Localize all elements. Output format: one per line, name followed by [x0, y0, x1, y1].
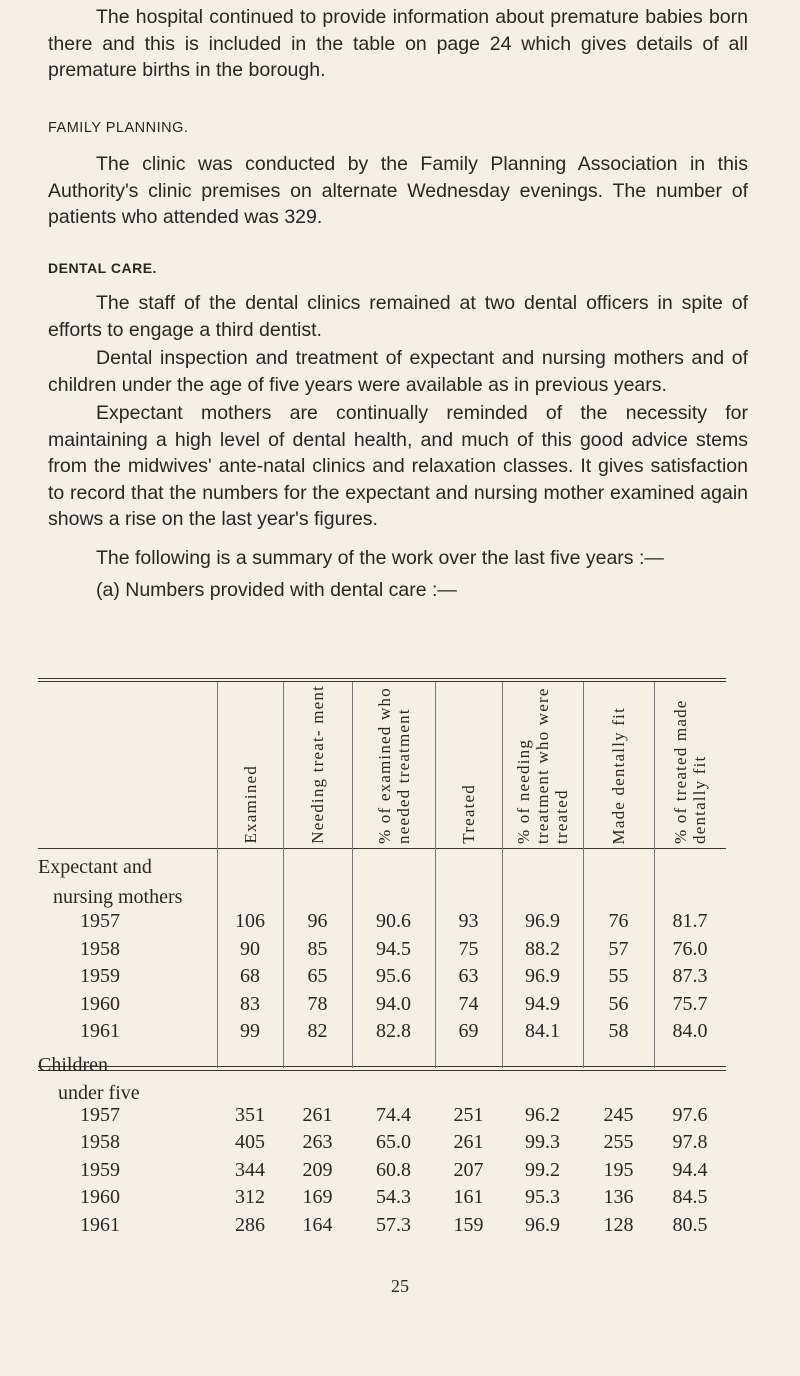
column-header-label: Treated [459, 784, 478, 844]
table-cell: 351 [235, 1103, 265, 1126]
table-row [38, 1020, 726, 1047]
table-cell: 94.5 [376, 937, 411, 960]
table-cell: 81.7 [672, 910, 708, 932]
table-cell: 87.3 [672, 965, 708, 987]
table-row [38, 965, 726, 992]
dental-care-table [38, 678, 726, 1236]
table-row [38, 1214, 726, 1241]
row-year: 1961 [80, 1020, 120, 1042]
table-cell: 83 [240, 992, 260, 1015]
table-cell: 99 [240, 1020, 260, 1042]
table-cell: 195 [603, 1158, 634, 1181]
column-header [583, 682, 654, 844]
table-cell: 97.8 [672, 1131, 708, 1153]
table-cell: 95.3 [525, 1186, 560, 1208]
table-cell: 63 [458, 965, 479, 987]
column-header-label: % of examined who needed treatment [374, 687, 413, 844]
table-cell: 94.4 [672, 1158, 708, 1181]
table-cell: 88.2 [525, 937, 560, 960]
column-header-label: % of needing treatment who were treated [514, 687, 571, 844]
table-cell: 97.6 [672, 1103, 708, 1126]
table-cell: 65.0 [376, 1131, 411, 1153]
table-cell: 106 [235, 910, 265, 932]
table-cell: 255 [603, 1131, 634, 1153]
table-cell: 76 [608, 910, 629, 932]
table-cell: 94.9 [525, 992, 560, 1015]
table-row [38, 1131, 726, 1158]
table-cell: 286 [235, 1213, 265, 1236]
table-cell: 96 [307, 910, 328, 932]
column-header [502, 682, 583, 844]
table-cell: 76.0 [672, 937, 708, 960]
table-cell: 82.8 [376, 1020, 411, 1042]
table-cell: 159 [453, 1213, 484, 1236]
column-header [435, 682, 502, 844]
table-cell: 85 [307, 937, 328, 960]
table-row [38, 910, 726, 937]
column-header-label: % of treated made dentally fit [671, 699, 709, 844]
row-year: 1960 [80, 992, 120, 1015]
table-cell: 164 [302, 1213, 333, 1236]
intro-text: The hospital continued to provide information about premature babies born there and this is included in the table on page 24 which gives details of all premature births in the borough. [48, 6, 748, 81]
table-cell: 94.0 [376, 992, 411, 1015]
row-year: 1959 [80, 1158, 120, 1181]
table-cell: 55 [608, 965, 629, 987]
table-cell: 90 [240, 937, 260, 960]
table-cell: 84.1 [525, 1020, 560, 1042]
column-header [654, 682, 726, 844]
table-row [38, 1104, 726, 1131]
group-label: Children [38, 1053, 108, 1076]
table-cell: 169 [302, 1186, 333, 1208]
table-cell: 312 [235, 1186, 265, 1208]
table-cell: 74.4 [376, 1103, 411, 1126]
table-cell: 75.7 [672, 992, 708, 1015]
table-cell: 84.5 [672, 1186, 708, 1208]
dental-paragraph: The staff of the dental clinics remained at two dental officers in spite of efforts to engage a third dentist. [48, 292, 748, 341]
row-year: 1958 [80, 937, 120, 960]
row-year: 1961 [80, 1213, 120, 1236]
column-header-label: Made dentally fit [609, 706, 628, 844]
table-cell: 68 [240, 965, 260, 987]
table-cell: 60.8 [376, 1158, 411, 1181]
table-cell: 99.2 [525, 1158, 560, 1181]
table-cell: 58 [608, 1020, 629, 1042]
table-cell: 57 [608, 937, 629, 960]
column-header-label: Examined [240, 765, 260, 844]
table-cell: 80.5 [672, 1213, 708, 1236]
table-cell: 69 [458, 1020, 479, 1042]
dental-paragraph: (a) Numbers provided with dental care :— [96, 579, 457, 601]
table-cell: 128 [603, 1213, 634, 1236]
family-planning-heading: FAMILY PLANNING. [48, 120, 189, 136]
dental-care-heading: DENTAL CARE. [48, 260, 157, 276]
table-cell: 75 [458, 937, 479, 960]
table-cell: 95.6 [376, 965, 411, 987]
table-bottom-rule [38, 1070, 726, 1071]
table-cell: 96.2 [525, 1103, 560, 1126]
family-planning-section [48, 151, 748, 231]
table-cell: 209 [302, 1158, 333, 1181]
dental-paragraph: Expectant mothers are continually reminded of the necessity for maintaining a high level of dental health, and much of this good advice stems from the midwives' ante-natal clinics and relaxation classes. It gives satisfaction to record that the numbers for the expectant and nursing mother examined again shows a rise on the last year's figures. [48, 402, 748, 530]
row-year: 1957 [80, 1103, 120, 1126]
table-cell: 96.9 [525, 965, 560, 987]
table-cell: 136 [603, 1186, 634, 1208]
intro-paragraph [48, 4, 748, 84]
table-cell: 96.9 [525, 910, 560, 932]
table-cell: 263 [302, 1131, 333, 1153]
table-cell: 65 [307, 965, 328, 987]
column-header [352, 682, 435, 844]
table-cell: 90.6 [376, 910, 411, 932]
table-cell: 57.3 [376, 1213, 411, 1236]
table-cell: 207 [453, 1158, 484, 1181]
table-cell: 251 [453, 1103, 484, 1126]
column-header-label: Needing treat- ment [308, 685, 327, 844]
column-header [217, 682, 283, 844]
group-label: nursing mothers [53, 886, 183, 908]
table-cell: 82 [307, 1020, 328, 1042]
column-header [283, 682, 352, 844]
table-cell: 261 [453, 1131, 484, 1153]
row-year: 1957 [80, 910, 120, 932]
table-row [38, 1186, 726, 1213]
row-year: 1958 [80, 1131, 120, 1153]
row-year: 1959 [80, 965, 120, 987]
table-cell: 56 [608, 992, 629, 1015]
dental-care-section [48, 290, 748, 604]
table-row [38, 993, 726, 1020]
table-cell: 161 [453, 1186, 484, 1208]
table-cell: 261 [302, 1103, 333, 1126]
family-planning-text: The clinic was conducted by the Family Planning Association in this Authority's clinic premises on alternate Wednesday evenings. The number of patients who attended was 329. [48, 153, 748, 228]
table-top-rule [38, 678, 726, 679]
table-cell: 245 [603, 1103, 634, 1126]
table-cell: 74 [458, 992, 479, 1015]
row-year: 1960 [80, 1186, 120, 1208]
table-row [38, 938, 726, 965]
table-cell: 78 [307, 992, 328, 1015]
table-cell: 54.3 [376, 1186, 411, 1208]
page-number: 25 [391, 1276, 409, 1296]
group-label: Expectant and [38, 856, 152, 878]
table-cell: 96.9 [525, 1213, 560, 1236]
table-row [38, 1159, 726, 1186]
header-bottom-rule [38, 848, 726, 849]
table-bottom-rule [38, 1066, 726, 1067]
group-label: under five [58, 1081, 140, 1104]
dental-paragraph: The following is a summary of the work over the last five years :— [96, 546, 664, 569]
table-cell: 405 [235, 1131, 265, 1153]
dental-paragraph: Dental inspection and treatment of expectant and nursing mothers and of children under the age of five years were available as in previous years. [48, 347, 748, 396]
table-cell: 93 [458, 910, 479, 932]
table-cell: 84.0 [672, 1020, 708, 1042]
table-cell: 344 [235, 1158, 265, 1181]
table-cell: 99.3 [525, 1131, 560, 1153]
